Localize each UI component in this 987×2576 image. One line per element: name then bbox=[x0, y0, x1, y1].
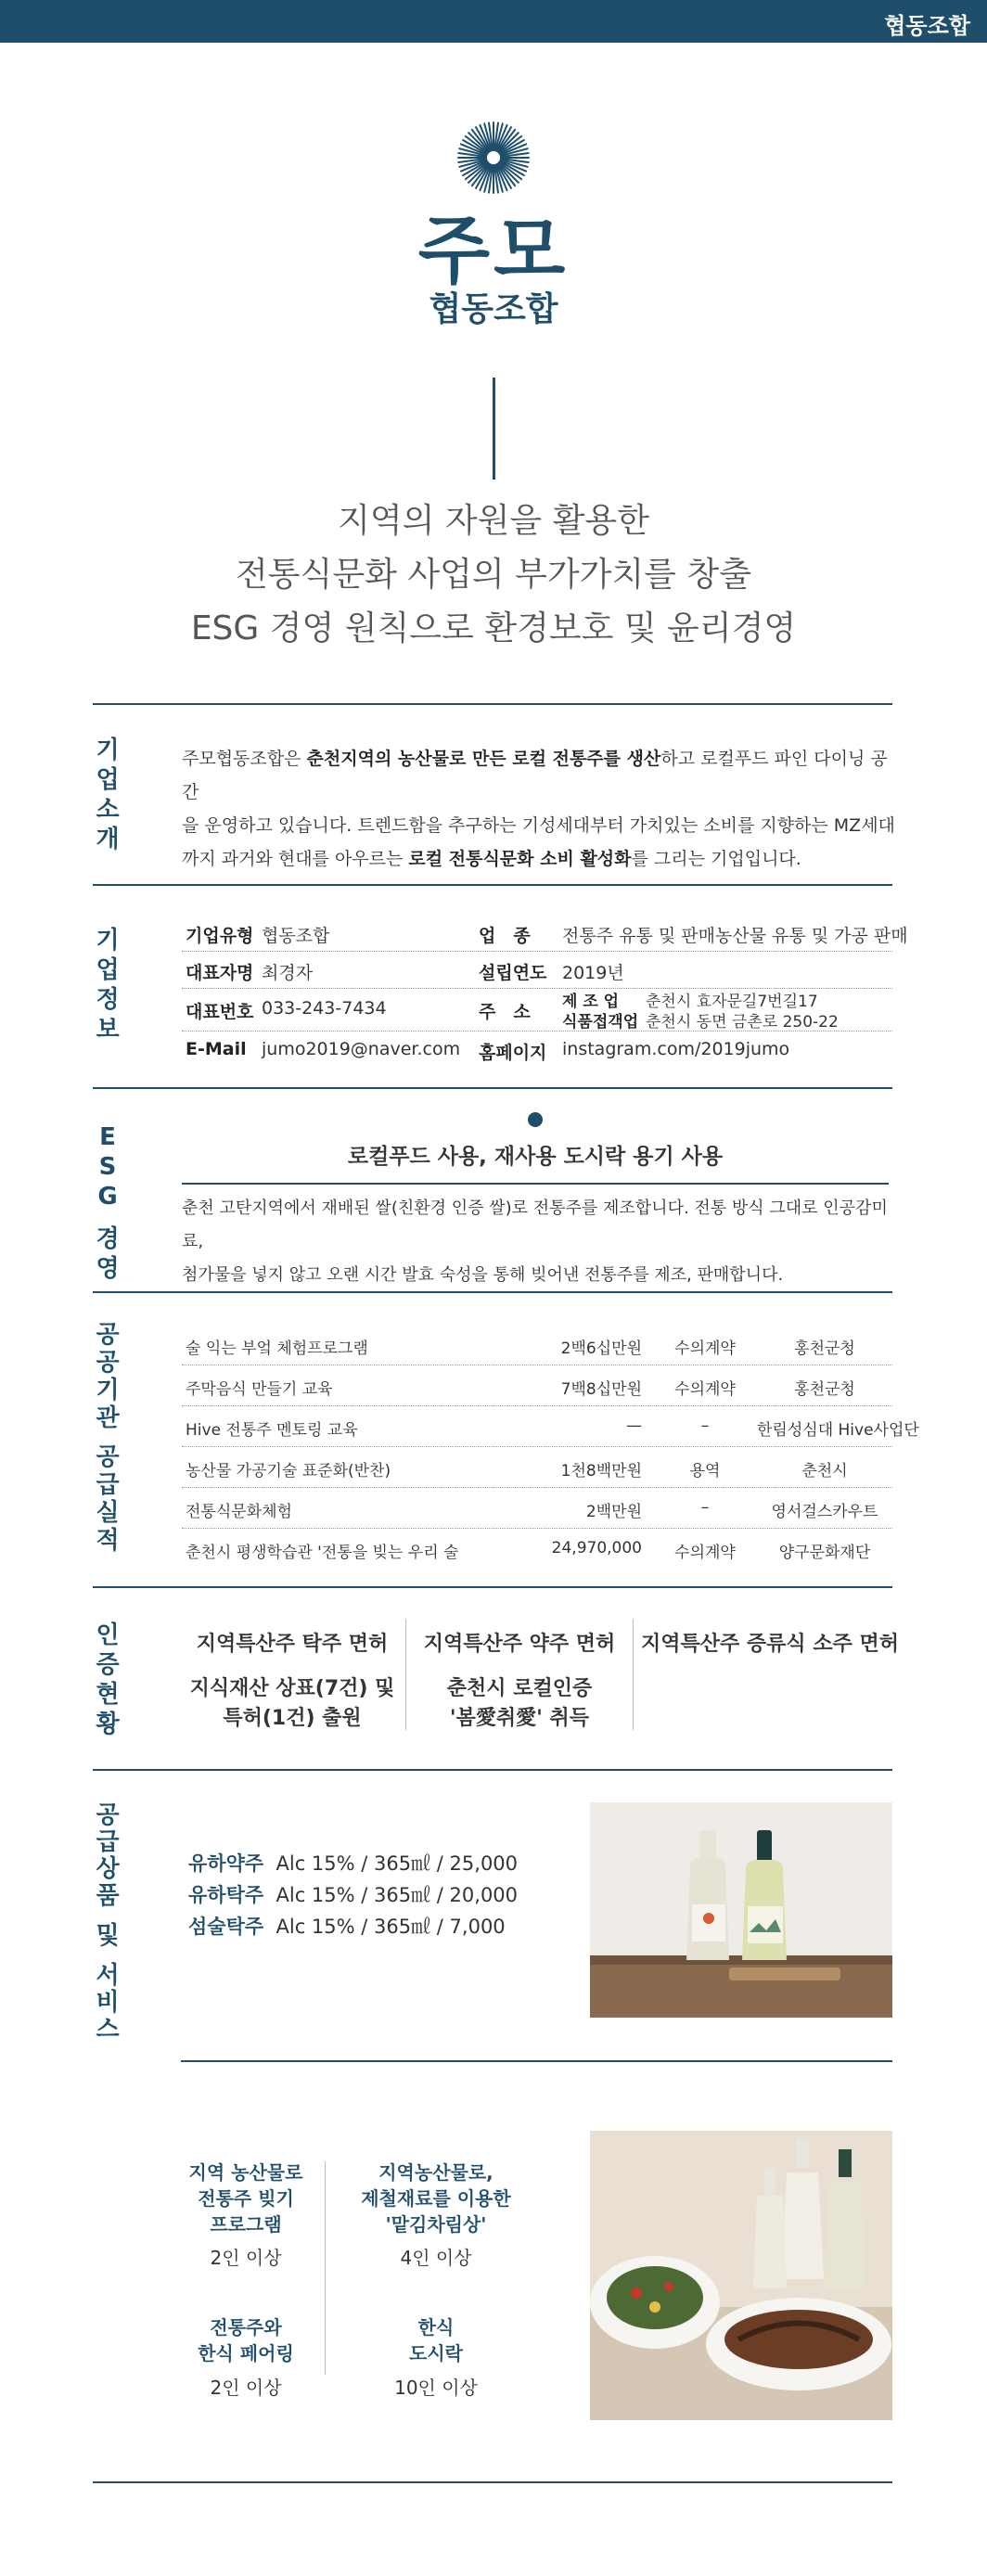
slogan-line-2: 전통식문화 사업의 부가가치를 창출 bbox=[236, 556, 751, 594]
product-item: 유하탁주 Alc 15% / 365㎖ / 20,000 bbox=[188, 1884, 519, 1906]
cert-item: 춘천시 로컬인증 '봄愛취愛' 취득 bbox=[446, 1677, 593, 1730]
section-divider bbox=[93, 884, 892, 886]
record-org: 양구문화재단 bbox=[778, 1544, 871, 1562]
cert-item: 지역특산주 약주 면허 bbox=[423, 1633, 616, 1656]
record-name: 전통식문화체험 bbox=[186, 1503, 292, 1521]
record-row bbox=[182, 1365, 892, 1406]
cert-divider bbox=[633, 1619, 634, 1730]
section-title-info: 기 업 정 보 bbox=[96, 927, 120, 1044]
record-type: 수의계약 bbox=[674, 1544, 736, 1562]
info-row: 기업유형 협동조합 업 종 전통주 유통 및 판매농산물 유통 및 가공 판매 bbox=[182, 914, 892, 952]
food-pairing-photo bbox=[590, 2131, 892, 2420]
sunburst-logo-icon bbox=[447, 111, 540, 204]
section-divider bbox=[93, 2481, 892, 2483]
record-name: 술 익는 부엌 체험프로그램 bbox=[186, 1339, 368, 1358]
esg-dot bbox=[528, 1112, 543, 1127]
esg-underline bbox=[182, 1183, 889, 1185]
esg-paragraph: 춘천 고탄지역에서 재배된 쌀(친환경 인증 쌀)로 전통주를 제조합니다. 전통 방식 그대로 인공감미료, 첨가물을 넣지 않고 오랜 시간 발효 숙성을 통해 빚어낸 전통주를 제조, 판매합니다. bbox=[182, 1198, 888, 1285]
product-item: 유하약주 Alc 15% / 365㎖ / 25,000 bbox=[188, 1852, 519, 1875]
product-item: 섬술탁주 Alc 15% / 365㎖ / 7,000 bbox=[188, 1916, 506, 1938]
record-amount: 24,970,000 bbox=[551, 1539, 642, 1557]
brand-name: 주모 bbox=[417, 208, 570, 294]
program-title: 전통주와 한식 페어링 bbox=[198, 2316, 294, 2365]
cert-item: 지역특산주 탁주 면허 bbox=[196, 1633, 389, 1656]
product-bottles-photo bbox=[590, 1802, 892, 2018]
record-row bbox=[182, 1405, 919, 1447]
email-value: jumo2019@naver.com bbox=[262, 1039, 461, 1059]
record-name: 농산물 가공기술 표준화(반찬) bbox=[186, 1462, 391, 1480]
section-divider bbox=[93, 1769, 892, 1771]
program-title: 지역 농산물로 전통주 빚기 프로그램 bbox=[188, 2161, 303, 2236]
cert-divider bbox=[405, 1619, 406, 1730]
top-bar bbox=[0, 0, 987, 43]
record-type: – bbox=[700, 1416, 710, 1435]
record-org: 영서걸스카우트 bbox=[771, 1503, 878, 1521]
record-name: Hive 전통주 멘토링 교육 bbox=[186, 1421, 358, 1440]
section-title-certs: 인 증 현 황 bbox=[96, 1621, 120, 1738]
section-title-intro: 기 업 소 개 bbox=[96, 737, 120, 853]
record-name: 춘천시 평생학습관 '전통을 빚는 우리 술 bbox=[186, 1544, 459, 1562]
program-divider bbox=[325, 2161, 326, 2375]
record-row bbox=[182, 1324, 892, 1365]
info-row: 대표번호 033-243-7434 주 소 제 조 업 춘천시 효자문길7번길17 식품접객업 춘천시 동면 금촌로 250-22 bbox=[182, 988, 892, 1032]
header-label: 협동조합 bbox=[884, 13, 970, 39]
record-amount: 2백만원 bbox=[585, 1503, 642, 1521]
record-name: 주막음식 만들기 교육 bbox=[186, 1380, 333, 1399]
record-amount: 7백8십만원 bbox=[560, 1380, 642, 1399]
section-divider bbox=[93, 1291, 892, 1293]
record-row bbox=[182, 1528, 892, 1569]
section-divider bbox=[93, 1087, 892, 1089]
record-org: 춘천시 bbox=[801, 1462, 848, 1480]
esg-headline: 로컬푸드 사용, 재사용 도시락 용기 사용 bbox=[347, 1145, 724, 1169]
brand-sub: 협동조합 bbox=[429, 290, 558, 328]
record-amount: 1천8백만원 bbox=[560, 1462, 642, 1480]
record-org: 홍천군청 bbox=[794, 1339, 855, 1358]
program-capacity: 2인 이상 bbox=[210, 2247, 282, 2269]
cert-item: 지식재산 상표(7건) 및 특허(1건) 출원 bbox=[189, 1677, 395, 1730]
section-title-esg: E S G 경 영 bbox=[96, 1123, 120, 1283]
record-row bbox=[182, 1487, 892, 1529]
program-capacity: 4인 이상 bbox=[400, 2247, 472, 2269]
program-capacity: 2인 이상 bbox=[210, 2377, 282, 2399]
slogan-line-1: 지역의 자원을 활용한 bbox=[338, 502, 649, 540]
homepage-value: instagram.com/2019jumo bbox=[562, 1039, 790, 1059]
section-divider bbox=[93, 703, 892, 705]
record-org: 한림성심대 Hive사업단 bbox=[757, 1421, 919, 1440]
record-type: 수의계약 bbox=[674, 1339, 736, 1358]
info-row: E-Mail jumo2019@naver.com 홈페이지 instagram.com/2019jumo bbox=[186, 1039, 790, 1063]
record-org: 홍천군청 bbox=[794, 1380, 855, 1399]
record-row bbox=[182, 1446, 892, 1488]
cert-item: 지역특산주 증류식 소주 면허 bbox=[640, 1633, 899, 1656]
program-capacity: 10인 이상 bbox=[394, 2377, 478, 2399]
record-type: 수의계약 bbox=[674, 1380, 736, 1399]
record-type: – bbox=[700, 1498, 710, 1517]
section-divider bbox=[93, 1586, 892, 1588]
info-row: 대표자명 최경자 설립연도 2019년 bbox=[182, 951, 892, 989]
section-title-products: 공 급 상 품 및 서 비 스 bbox=[96, 1801, 120, 2044]
program-title: 한식 도시락 bbox=[409, 2316, 463, 2365]
section-divider bbox=[181, 2060, 892, 2062]
section-title-records: 공 공 기 관 공 급 실 적 bbox=[96, 1321, 120, 1555]
record-type: 용역 bbox=[689, 1462, 721, 1480]
record-amount: — bbox=[626, 1416, 642, 1435]
record-amount: 2백6십만원 bbox=[560, 1339, 642, 1358]
intro-paragraph: 주모협동조합은 춘천지역의 농산물로 만든 로컬 전통주를 생산하고 로컬푸드 파인 다이닝 공간 을 운영하고 있습니다. 트렌드함을 추구하는 기성세대부터 가치있는 소비를 지향하는 MZ세대 까지 과거와 현대를 아우르는 로컬 전통식문화 소비 활성화를 그리는 기업입니다. bbox=[182, 749, 895, 869]
slogan-line-3: ESG 경영 원칙으로 환경보호 및 윤리경영 bbox=[190, 609, 797, 647]
program-title: 지역농산물로, 제철재료를 이용한 '맡김차림상' bbox=[361, 2161, 511, 2236]
divider-vertical bbox=[493, 378, 495, 480]
